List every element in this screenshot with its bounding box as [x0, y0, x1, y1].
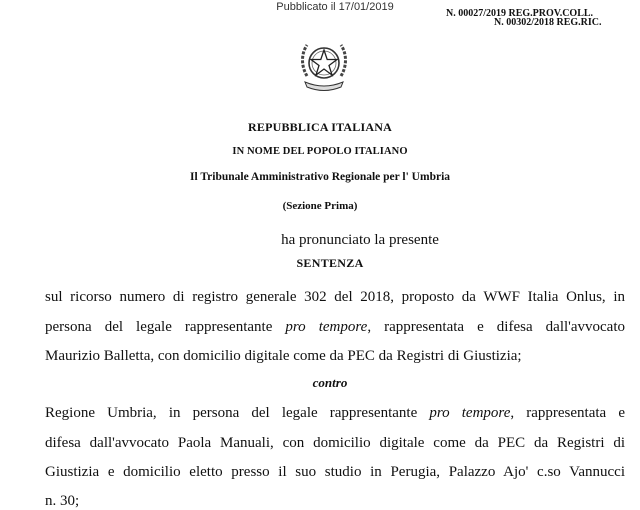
- publication-date: Pubblicato il 17/01/2019: [276, 1, 394, 13]
- body-line: difesa dall'avvocato Paola Manuali, con domicilio digitale come da PEC da Registri di: [45, 435, 625, 451]
- italian-republic-emblem-icon: [297, 36, 351, 94]
- reg-prov-coll: N. 00027/2019 REG.PROV.COLL.: [446, 8, 594, 19]
- heading-tribunal: Il Tribunale Amministrativo Regionale per l' Umbria: [189, 171, 451, 183]
- body-italic: pro tempore: [285, 319, 368, 335]
- heading-republic: REPUBBLICA ITALIANA: [248, 120, 392, 134]
- body-text: , rappresentata e difesa dall'avvocato: [367, 319, 625, 335]
- body-line: Giustizia e domicilio eletto presso il suo studio in Perugia, Palazzo Ajo' c.so Vannucci: [45, 464, 625, 480]
- registry-numbers: [446, 9, 636, 27]
- body-line: Maurizio Balletta, con domicilio digitale come da PEC da Registri di Giustizia;: [45, 348, 522, 364]
- body-line: [45, 404, 625, 422]
- body-text: persona del legale rappresentante: [45, 319, 286, 335]
- heading-pronounced: ha pronunciato la presente: [281, 232, 439, 248]
- heading-section: (Sezione Prima): [282, 200, 358, 212]
- reg-ric: N. 00302/2018 REG.RIC.: [494, 17, 602, 28]
- body-line: n. 30;: [45, 493, 80, 509]
- body-text: , rappresentata e: [510, 405, 625, 421]
- body-line: [45, 318, 625, 336]
- heading-people: IN NOME DEL POPOLO ITALIANO: [232, 146, 408, 157]
- body-text: Regione Umbria, in persona del legale rappresentante: [45, 405, 430, 421]
- heading-sentence: SENTENZA: [296, 256, 364, 270]
- body-line: sul ricorso numero di registro generale 302 del 2018, proposto da WWF Italia Onlus, in: [45, 289, 625, 305]
- body-italic: pro tempore: [429, 405, 511, 421]
- heading-contro: contro: [312, 375, 348, 390]
